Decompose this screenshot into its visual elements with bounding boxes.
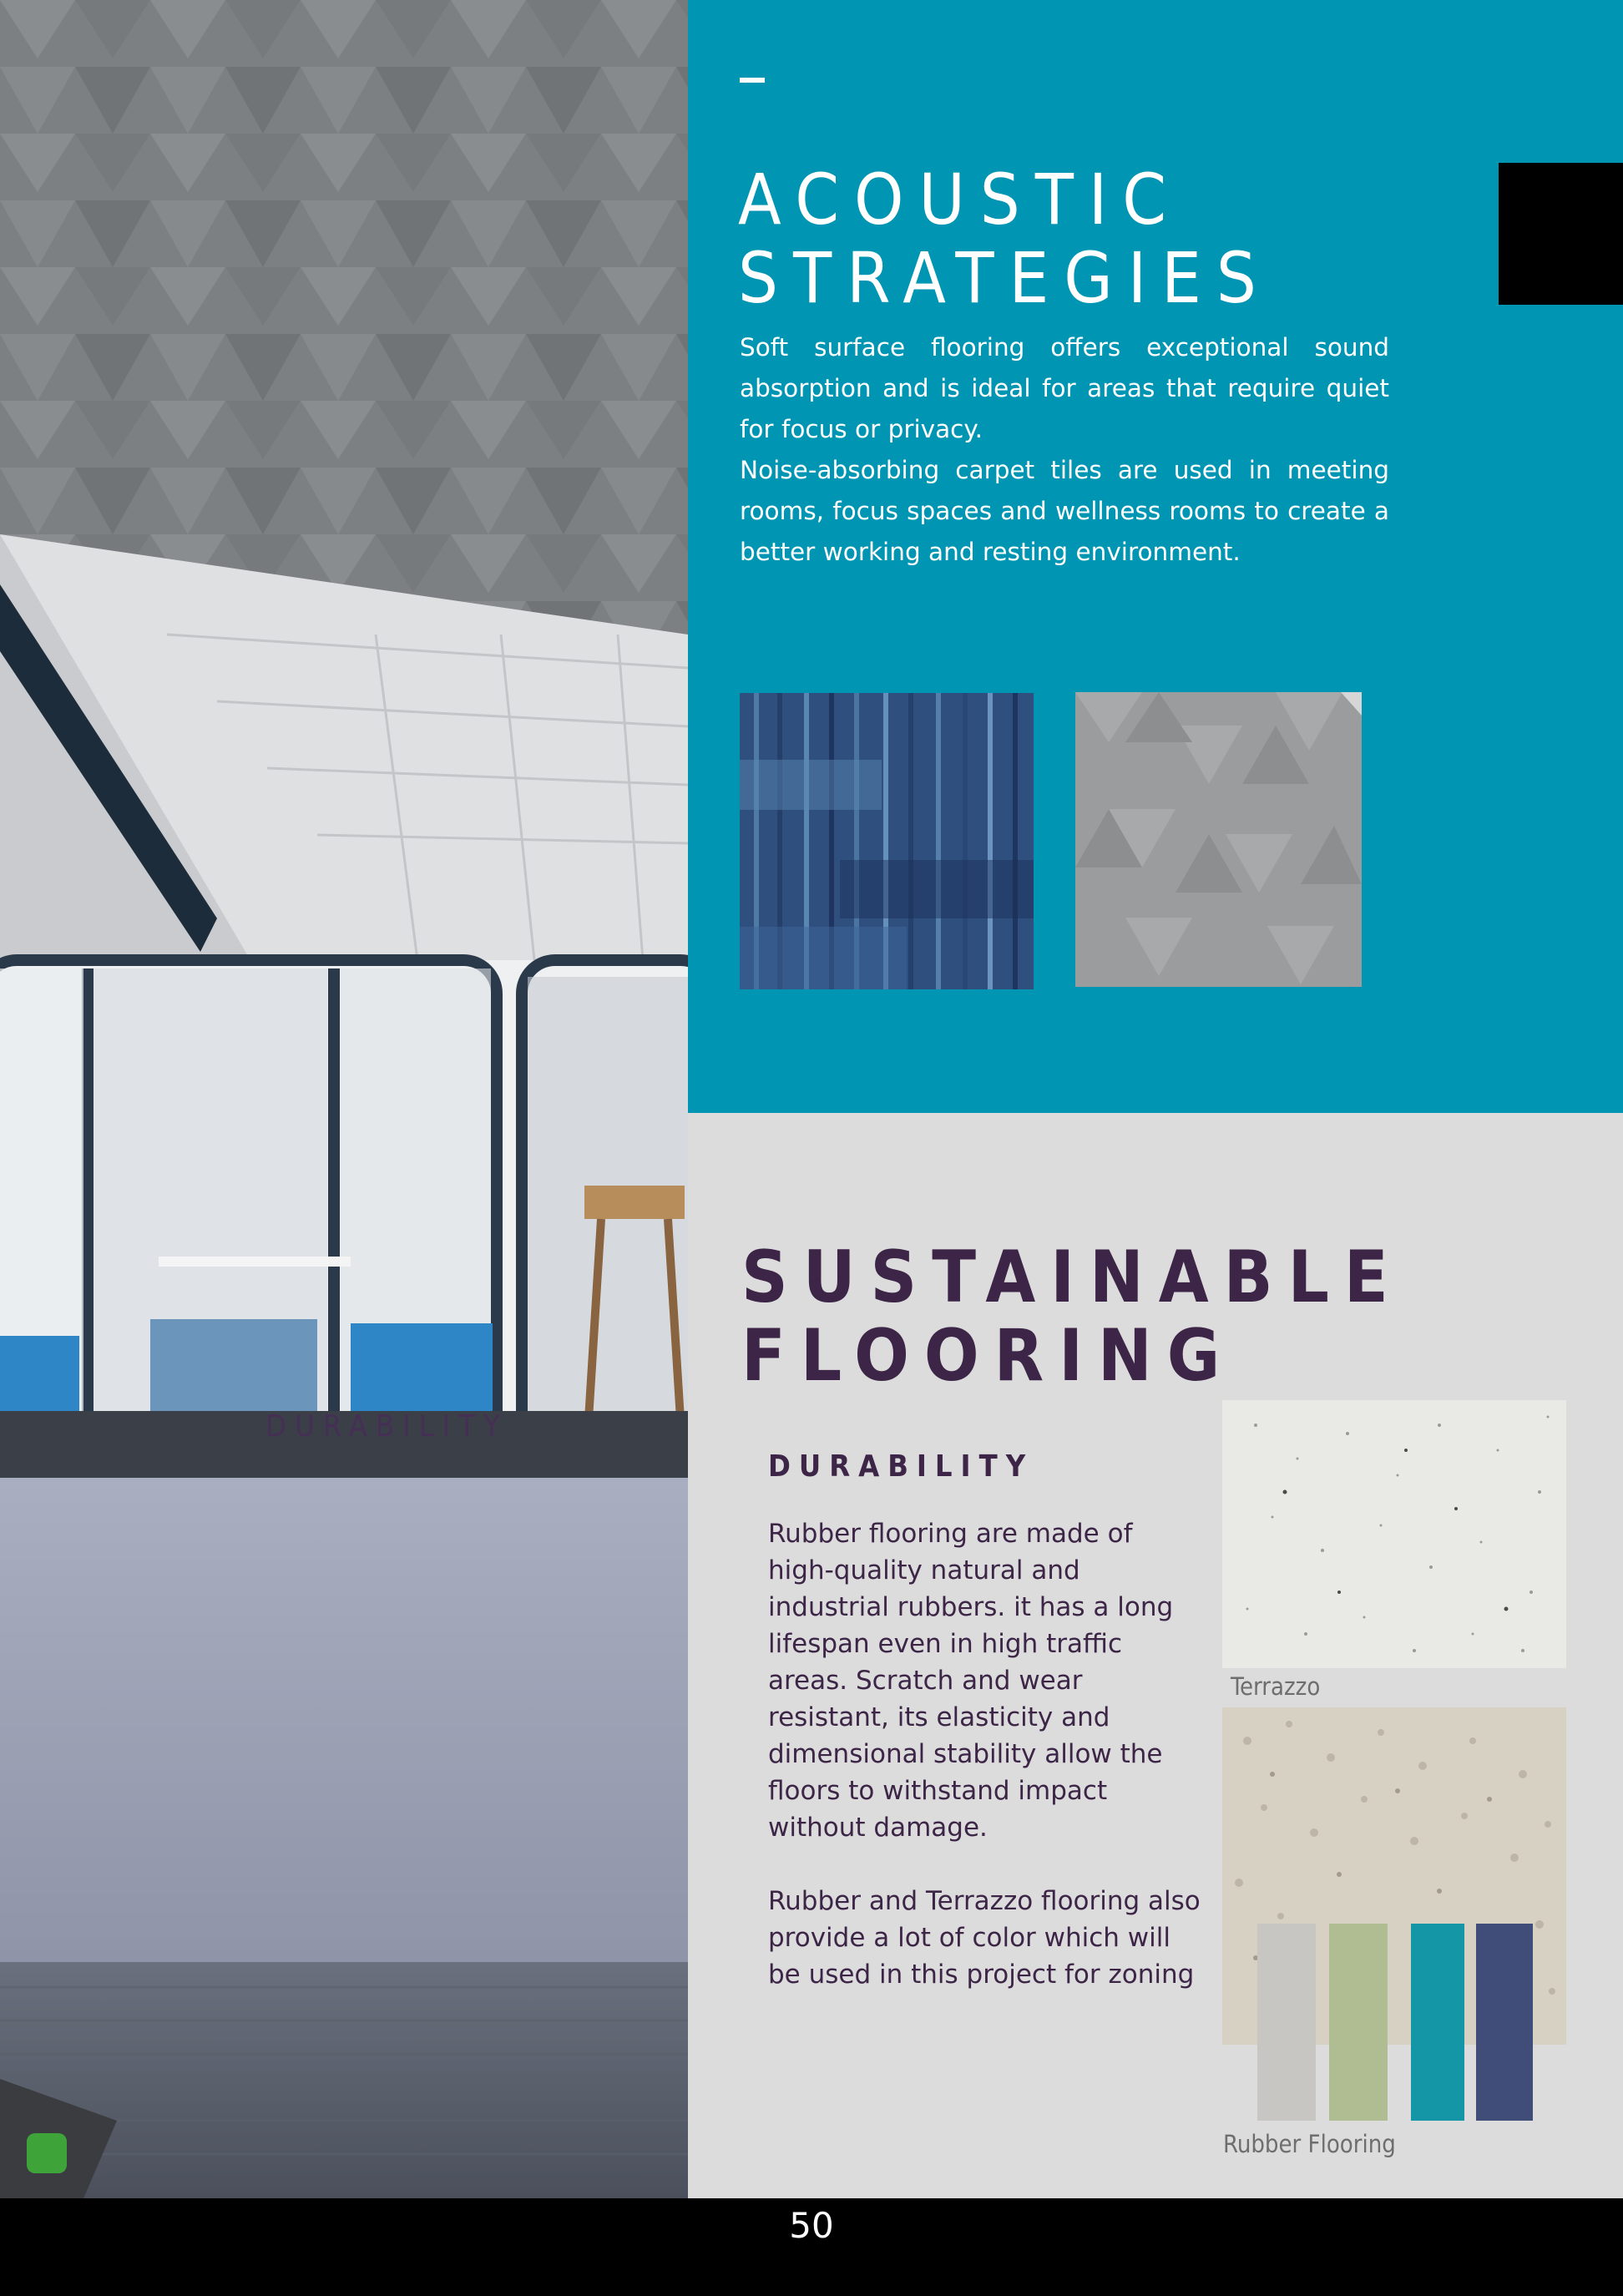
acoustic-title [738, 160, 1322, 317]
rubber-caption: Rubber Flooring [1223, 2130, 1396, 2158]
rubber-strip-1 [1257, 1924, 1316, 2121]
acoustic-section [688, 0, 1623, 1113]
rubber-strip-4 [1476, 1924, 1533, 2121]
durability-body [768, 1515, 1202, 1993]
terrazzo-caption: Terrazzo [1231, 1672, 1321, 1701]
acoustic-paragraph-2: Noise-absorbing carpet tiles are used in meeting rooms, focus spaces and wellness rooms to create a better working and resting environment. [740, 456, 1389, 566]
blue-carpet-swatch [740, 693, 1034, 989]
black-tab [1499, 163, 1623, 305]
acoustic-paragraph-1: Soft surface flooring offers exceptional sound absorption and is ideal for areas that require quiet for focus or privacy. [740, 333, 1389, 443]
sustainable-title-line1: SUSTAINABLE [741, 1236, 1403, 1319]
durability-heading: DURABILITY [768, 1449, 1034, 1484]
rubber-strip-2 [1329, 1924, 1388, 2121]
durability-paragraph-1: Rubber flooring are made of high-quality natural and industrial rubbers. it has a long lifespan even in high traffic areas. Scratch and wear resistant, its elasticity and dimensional stability allow the floors to withstand impact without damage. [768, 1519, 1174, 1843]
office-photo [0, 0, 688, 2198]
acoustic-title-line1: ACOUSTIC [738, 159, 1181, 240]
acoustic-title-line2: STRATEGIES [738, 237, 1272, 319]
terrazzo-sample-image [1222, 1400, 1566, 1668]
durability-paragraph-2: Rubber and Terrazzo flooring also provide a lot of color which will be used in this project for zoning [768, 1886, 1201, 1990]
page-number: 50 [789, 2205, 834, 2246]
sustainable-title [741, 1236, 1409, 1398]
rubber-strip-3 [1411, 1924, 1464, 2121]
sustainable-title-line2: FLOORING [741, 1314, 1236, 1398]
accent-dash [740, 78, 765, 83]
rubber-color-strips [1257, 1924, 1541, 2121]
acoustic-body [740, 327, 1389, 573]
sustainable-section [688, 1113, 1623, 2198]
grey-carpet-swatch [1075, 692, 1362, 987]
photo-overlay-label: DURABILITY [265, 1409, 508, 1444]
